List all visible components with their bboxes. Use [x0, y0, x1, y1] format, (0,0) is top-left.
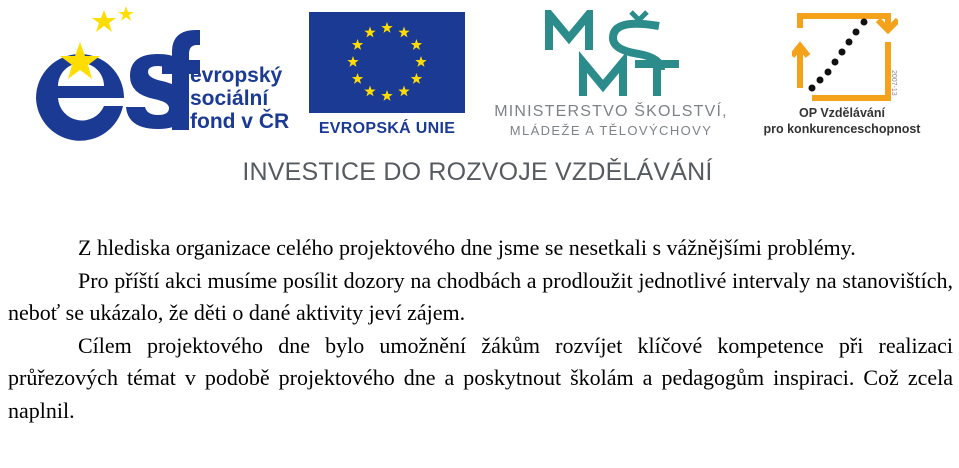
eu-flag-icon	[309, 12, 465, 113]
paragraph-2: Pro příští akci musíme posílit dozory na chodbách a prodloužit jednotlivé intervaly na stanovištích, neboť se ukázalo, že děti o dané aktivity jeví zájem.	[8, 267, 953, 325]
esf-wordmark-icon	[30, 6, 200, 141]
msmt-mark-icon	[543, 10, 683, 98]
op-years: 2007-13	[890, 70, 897, 96]
logo-bar	[0, 0, 959, 200]
paragraph-3: Cílem projektového dne bylo umožnění žákům rozvíjet klíčové kompetence při realizaci průřezových témat v podobě projektového dne a poskytnout školám a pedagogům inspiraci. Což zcela naplnil.	[8, 332, 953, 423]
eu-label: EVROPSKÁ UNIE	[318, 120, 456, 137]
msmt-line2: MLÁDEŽE A TĚLOVÝCHOVY	[509, 123, 713, 138]
esf-text	[190, 64, 289, 133]
slogan	[0, 158, 959, 187]
esf-line1: evropský	[190, 64, 283, 87]
esf-logo	[30, 6, 300, 141]
msmt-line1: MINISTERSTVO ŠKOLSTVÍ,	[494, 103, 728, 120]
eu-logo	[309, 12, 465, 140]
op-logo	[752, 8, 932, 143]
slogan-text: INVESTICE DO ROZVOJE VZDĚLÁVÁNÍ	[242, 158, 713, 186]
op-line2: pro konkurenceschopnost	[763, 122, 921, 136]
op-line1: OP Vzdělávání	[799, 106, 885, 120]
esf-line2: sociální	[190, 87, 269, 110]
msmt-logo	[477, 10, 745, 140]
esf-line3: fond v ČR	[190, 110, 290, 133]
document-body	[8, 232, 953, 427]
op-mark-icon	[792, 8, 898, 104]
paragraph-1: Z hlediska organizace celého projektového dne jsme se nesetkali s vážnějšími problémy.	[78, 235, 856, 260]
